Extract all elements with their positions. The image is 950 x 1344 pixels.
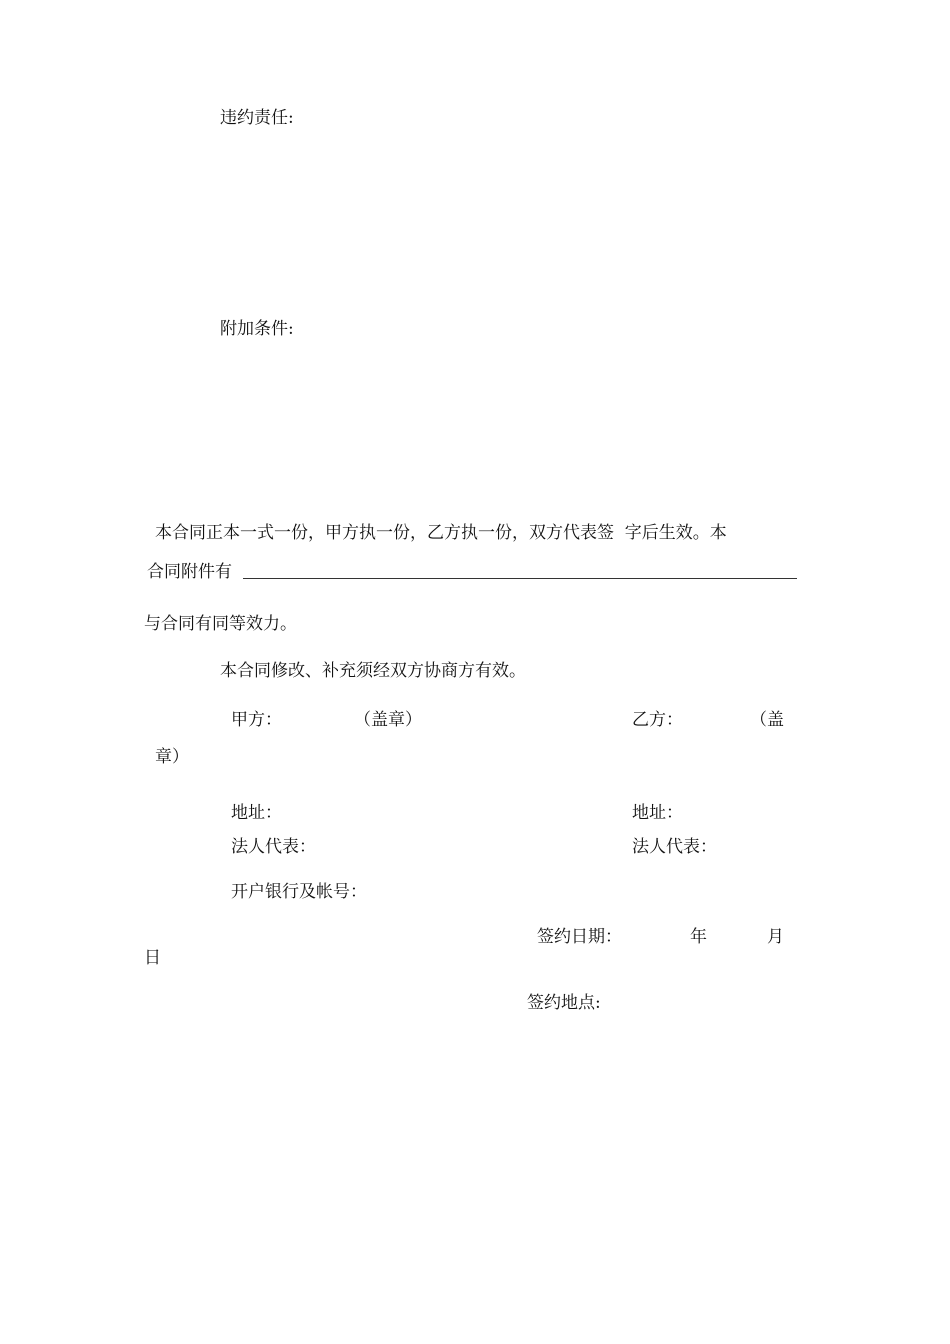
party-b-seal-part1: （盖 (750, 710, 784, 730)
equal-validity-text: 与合同有同等效力。 (144, 614, 297, 634)
copies-paragraph-line1: 本合同正本一式一份，甲方执一份，乙方执一份，双方代表签 字后生效。本 (155, 523, 727, 543)
party-a-address-label: 地址： (231, 803, 282, 823)
additional-terms-heading: 附加条件: (220, 319, 294, 339)
party-b-seal-part2: 章） (155, 747, 189, 767)
attachments-label: 合同附件有 (147, 562, 232, 582)
attachments-blank-line (243, 578, 797, 579)
party-a-bank-account-label: 开户银行及帐号： (231, 882, 367, 902)
party-a-legal-rep-label: 法人代表： (231, 837, 316, 857)
party-a-seal: （盖章） (354, 710, 422, 730)
breach-liability-heading: 违约责任: (220, 108, 294, 128)
amendment-note: 本合同修改、补充须经双方协商方有效。 (220, 661, 526, 681)
party-b-address-label: 地址： (632, 803, 683, 823)
signing-date-day: 日 (144, 948, 161, 968)
signing-date-label: 签约日期： (537, 927, 622, 947)
party-b-label: 乙方： (632, 710, 683, 730)
party-a-label: 甲方： (231, 710, 282, 730)
signing-date-month: 月 (767, 927, 784, 947)
signing-date-year: 年 (690, 927, 707, 947)
signing-place-label: 签约地点: (527, 993, 601, 1013)
party-b-legal-rep-label: 法人代表： (632, 837, 717, 857)
